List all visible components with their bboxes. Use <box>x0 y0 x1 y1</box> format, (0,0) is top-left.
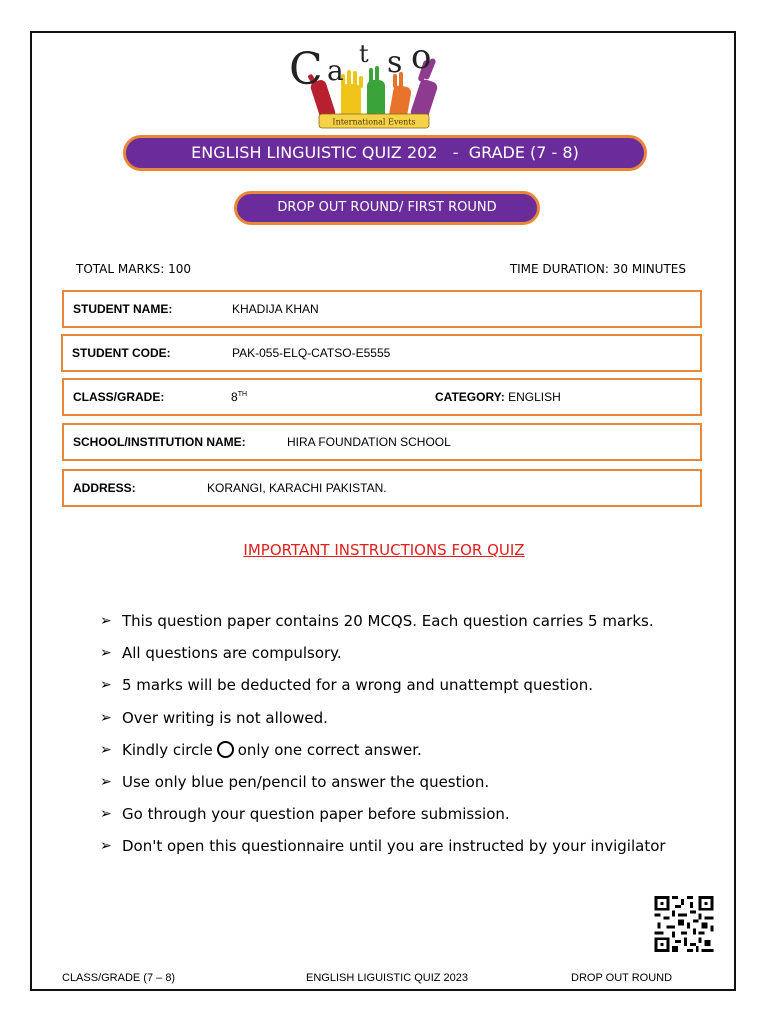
address-label: ADDRESS: <box>73 481 136 495</box>
arrowhead-bullet-icon: ➢ <box>100 677 112 694</box>
student-code-row <box>61 334 702 372</box>
catso-logo <box>283 40 463 132</box>
student-name-value: KHADIJA KHAN <box>232 302 319 316</box>
class-grade-suffix: TH <box>237 391 248 398</box>
instructions-heading: IMPORTANT INSTRUCTIONS FOR QUIZ <box>243 541 525 559</box>
svg-text:International Events: International Events <box>332 117 416 127</box>
list-item: ➢ Kindly circle only one correct answer. <box>100 740 422 759</box>
arrowhead-bullet-icon: ➢ <box>100 613 112 630</box>
time-duration: TIME DURATION: 30 MINUTES <box>509 262 686 276</box>
instructions-list <box>100 605 666 863</box>
round-title: DROP OUT ROUND/ FIRST ROUND <box>277 200 497 215</box>
arrowhead-bullet-icon: ➢ <box>100 838 112 855</box>
class-grade-label: CLASS/GRADE: <box>73 390 165 404</box>
address-value: KORANGI, KARACHI PAKISTAN. <box>207 481 387 495</box>
svg-text:t: t <box>359 40 369 68</box>
svg-text:s: s <box>387 45 403 80</box>
total-marks: TOTAL MARKS: 100 <box>76 262 192 276</box>
address-row <box>62 469 702 507</box>
arrowhead-bullet-icon: ➢ <box>100 709 112 726</box>
school-row <box>62 423 702 461</box>
qr-code-icon <box>654 896 714 952</box>
category-label: CATEGORY: <box>435 390 505 404</box>
list-item: ➢ This question paper contains 20 MCQS. Each question carries 5 marks. <box>100 612 654 631</box>
round-banner <box>234 191 540 225</box>
footer-class-grade: CLASS/GRADE (7 – 8) <box>62 972 176 984</box>
list-item: ➢ Go through your question paper before submission. <box>100 805 510 824</box>
student-name-row <box>62 290 702 328</box>
student-name-label: STUDENT NAME: <box>73 302 173 316</box>
list-item: ➢ All questions are compulsory. <box>100 644 342 663</box>
class-grade-row <box>62 378 702 416</box>
arrowhead-bullet-icon: ➢ <box>100 806 112 823</box>
student-code-value: PAK-055-ELQ-CATSO-E5555 <box>232 346 391 360</box>
footer-round: DROP OUT ROUND <box>571 972 673 984</box>
quiz-title-banner <box>123 135 647 171</box>
school-value: HIRA FOUNDATION SCHOOL <box>287 435 451 449</box>
svg-text:o: o <box>411 40 432 77</box>
class-grade-value: 8 <box>231 390 238 404</box>
arrowhead-bullet-icon: ➢ <box>100 645 112 662</box>
student-code-label: STUDENT CODE: <box>72 346 171 360</box>
list-item: ➢ Don't open this questionnaire until you are instructed by your invigilator <box>100 837 666 856</box>
list-item: ➢ Use only blue pen/pencil to answer the question. <box>100 773 490 792</box>
svg-text:C: C <box>289 44 323 95</box>
school-label: SCHOOL/INSTITUTION NAME: <box>73 435 246 449</box>
arrowhead-bullet-icon: ➢ <box>100 774 112 791</box>
arrowhead-bullet-icon: ➢ <box>100 741 112 758</box>
circle-icon <box>217 741 234 758</box>
footer-quiz-name: ENGLISH LIGUISTIC QUIZ 2023 <box>306 972 468 984</box>
quiz-title: ENGLISH LINGUISTIC QUIZ 202 - GRADE (7 - 8) <box>191 143 579 162</box>
svg-text:a: a <box>327 54 344 87</box>
list-item: ➢ 5 marks will be deducted for a wrong and unattempt question. <box>100 676 594 695</box>
list-item: ➢ Over writing is not allowed. <box>100 708 328 727</box>
category-value: ENGLISH <box>508 390 561 404</box>
